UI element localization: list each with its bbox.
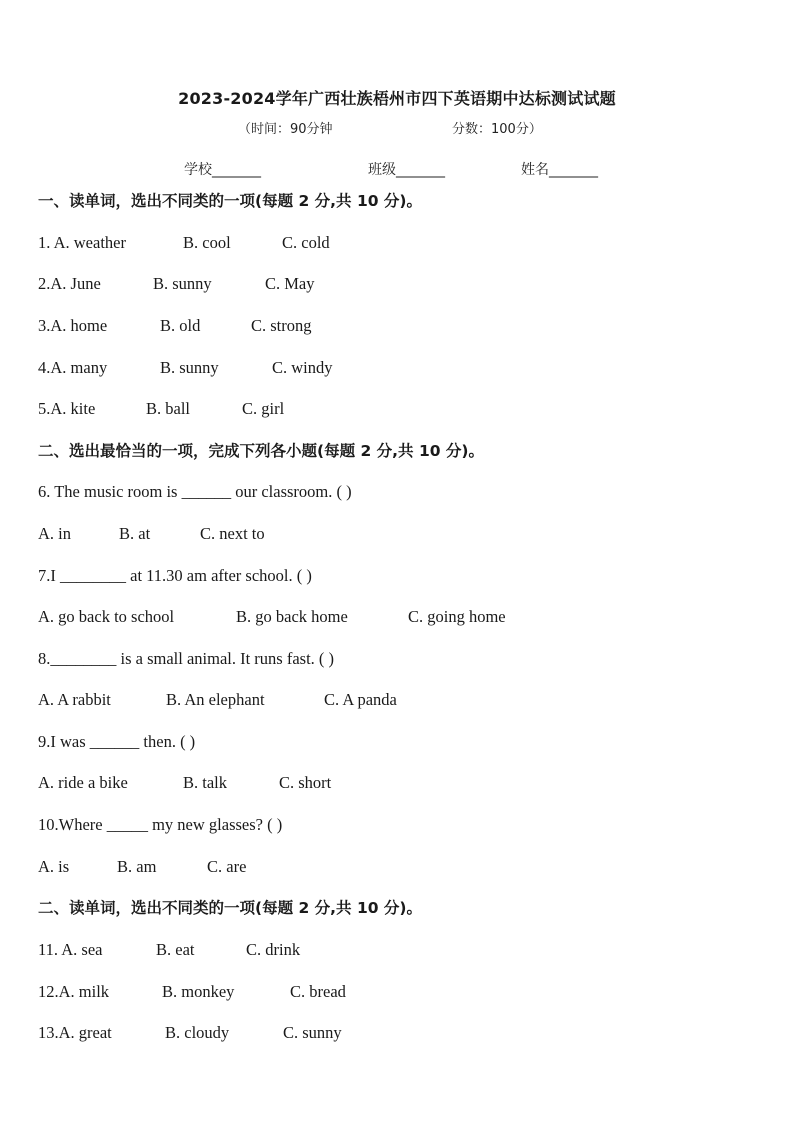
question-5-option-a: 5.A. kite bbox=[38, 399, 96, 418]
question-9-option-b: B. talk bbox=[183, 773, 227, 792]
question-1-option-c: C. cold bbox=[282, 233, 330, 252]
question-12-option-c: C. bread bbox=[290, 982, 346, 1001]
question-1-option-a: 1. A. weather bbox=[38, 233, 126, 252]
question-13-option-c: C. sunny bbox=[283, 1023, 342, 1042]
question-10-option-a: A. is bbox=[38, 857, 70, 876]
question-6-stem: 6. The music room is ______ our classroom. ( ) bbox=[38, 482, 352, 501]
question-9-option-c: C. short bbox=[279, 773, 332, 792]
question-9-option-a: A. ride a bike bbox=[38, 773, 128, 792]
question-9-stem: 9.I was ______ then. ( ) bbox=[38, 732, 196, 751]
question-8-option-a: A. A rabbit bbox=[38, 690, 111, 709]
page-title: 2023-2024学年广西壮族梧州市四下英语期中达标测试试题 bbox=[178, 89, 616, 108]
name-field: 姓名_______ bbox=[521, 162, 598, 178]
question-2-option-c: C. May bbox=[265, 274, 315, 293]
question-7-option-b: B. go back home bbox=[236, 607, 348, 626]
question-7-option-a: A. go back to school bbox=[38, 607, 175, 626]
question-10-option-c: C. are bbox=[207, 857, 247, 876]
question-5 bbox=[38, 399, 284, 419]
question-11-option-c: C. drink bbox=[246, 940, 301, 959]
question-11-option-a: 11. A. sea bbox=[38, 940, 103, 959]
question-5-option-c: C. girl bbox=[242, 399, 285, 418]
question-13-option-a: 13.A. great bbox=[38, 1023, 112, 1042]
question-8-options bbox=[38, 690, 397, 710]
question-10-option-b: B. am bbox=[117, 857, 157, 876]
question-12-option-b: B. monkey bbox=[162, 982, 235, 1001]
question-8-option-b: B. An elephant bbox=[166, 690, 265, 709]
question-8-option-c: C. A panda bbox=[324, 690, 397, 709]
question-7-options bbox=[38, 607, 506, 627]
question-2-option-a: 2.A. June bbox=[38, 274, 101, 293]
question-3-option-a: 3.A. home bbox=[38, 316, 108, 335]
question-6-option-b: B. at bbox=[119, 524, 151, 543]
question-12 bbox=[38, 982, 346, 1002]
question-2 bbox=[38, 274, 315, 294]
question-4-option-b: B. sunny bbox=[160, 358, 219, 377]
section-2-title: 二、选出最恰当的一项，完成下列各小题(每题 2 分,共 10 分)。 bbox=[38, 442, 484, 460]
question-4-option-a: 4.A. many bbox=[38, 358, 108, 377]
question-4 bbox=[38, 358, 333, 378]
question-13 bbox=[38, 1023, 342, 1043]
question-3-option-b: B. old bbox=[160, 316, 201, 335]
exam-time: （时间：90分钟 bbox=[238, 122, 333, 137]
exam-score: 分数：100分） bbox=[452, 122, 542, 137]
question-12-option-a: 12.A. milk bbox=[38, 982, 110, 1001]
question-7-stem: 7.I ________ at 11.30 am after school. ( ) bbox=[38, 566, 312, 585]
question-1-option-b: B. cool bbox=[183, 233, 231, 252]
question-6-option-c: C. next to bbox=[200, 524, 265, 543]
section-1-title: 一、读单词，选出不同类的一项(每题 2 分,共 10 分)。 bbox=[38, 192, 422, 210]
question-11 bbox=[38, 940, 300, 960]
question-13-option-b: B. cloudy bbox=[165, 1023, 230, 1042]
section-3-title: 二、读单词，选出不同类的一项(每题 2 分,共 10 分)。 bbox=[38, 899, 422, 917]
class-field: 班级_______ bbox=[368, 162, 445, 178]
question-7-option-c: C. going home bbox=[408, 607, 506, 626]
question-1 bbox=[38, 233, 330, 253]
question-6-options bbox=[38, 524, 265, 544]
question-3-option-c: C. strong bbox=[251, 316, 312, 335]
question-8-stem: 8.________ is a small animal. It runs fast. ( ) bbox=[38, 649, 335, 668]
question-5-option-b: B. ball bbox=[146, 399, 190, 418]
question-9-options bbox=[38, 773, 331, 793]
question-10-stem: 10.Where _____ my new glasses? ( ) bbox=[38, 815, 283, 834]
school-field: 学校_______ bbox=[184, 162, 261, 178]
question-4-option-c: C. windy bbox=[272, 358, 333, 377]
question-11-option-b: B. eat bbox=[156, 940, 195, 959]
question-3 bbox=[38, 316, 312, 336]
question-10-options bbox=[38, 857, 246, 877]
question-6-option-a: A. in bbox=[38, 524, 71, 543]
question-2-option-b: B. sunny bbox=[153, 274, 212, 293]
